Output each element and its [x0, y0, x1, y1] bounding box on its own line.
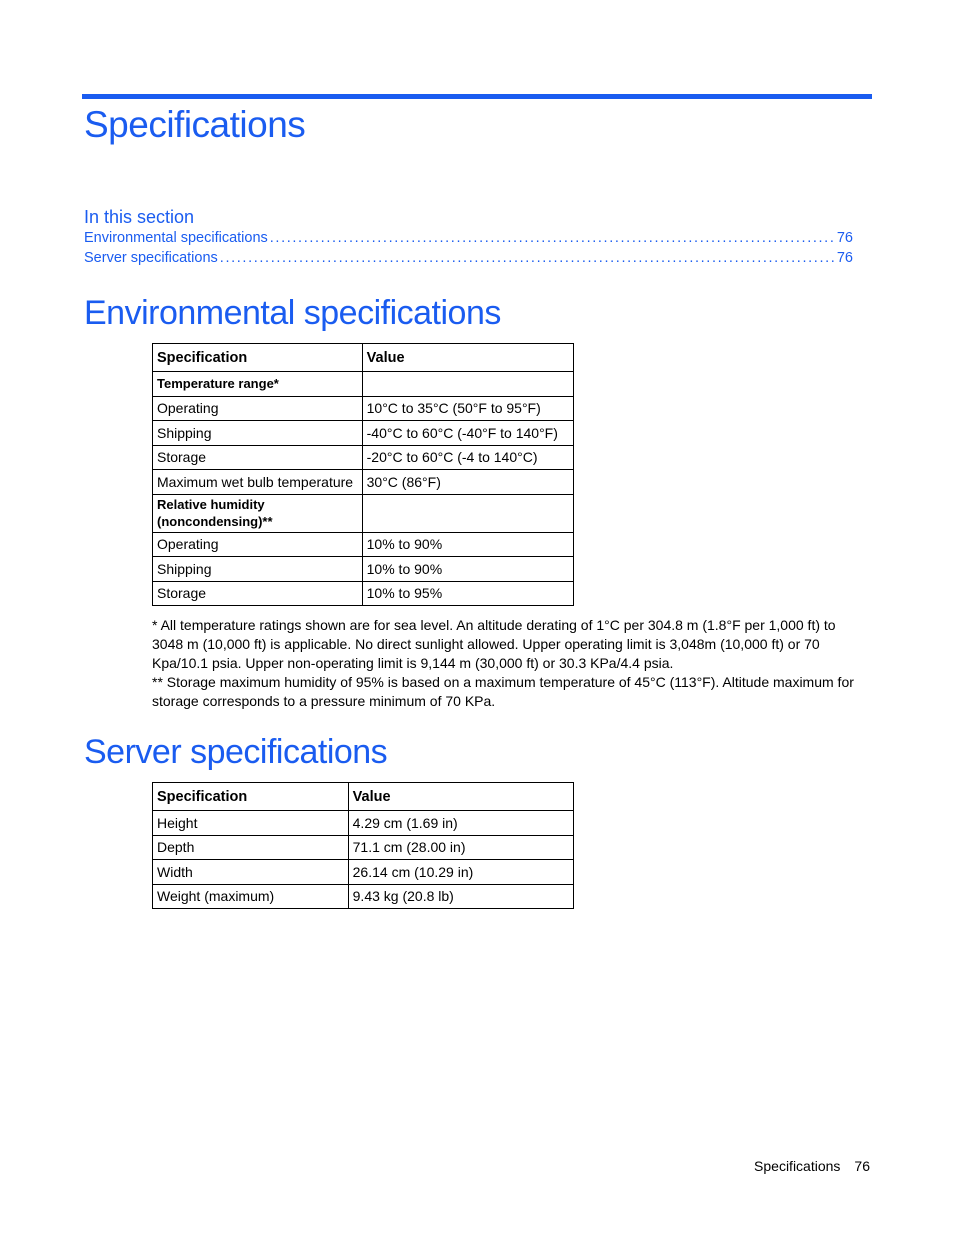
toc-heading: In this section — [84, 207, 195, 227]
spec-label: Depth — [153, 835, 349, 860]
toc-leader — [270, 230, 835, 246]
table-header-row — [153, 783, 574, 811]
spec-label: Shipping — [153, 557, 363, 582]
spec-value: 10% to 90% — [362, 557, 573, 582]
footer-section-name: Specifications — [754, 1158, 841, 1174]
table-row — [153, 811, 574, 836]
column-header-specification: Specification — [153, 783, 349, 811]
table-row — [153, 557, 574, 582]
footer-page-number: 76 — [854, 1158, 870, 1174]
table-row — [153, 421, 574, 446]
server-section-title: Server specifications — [84, 733, 388, 771]
spec-label: Maximum wet bulb temperature — [153, 470, 363, 495]
spec-value: 10% to 95% — [362, 581, 573, 606]
spec-value — [362, 494, 573, 532]
toc-link-server[interactable] — [84, 250, 853, 270]
column-header-value: Value — [348, 783, 573, 811]
spec-value: -40°C to 60°C (-40°F to 140°F) — [362, 421, 573, 446]
chapter-title: Specifications — [84, 104, 306, 145]
spec-label: Storage — [153, 581, 363, 606]
spec-label: Weight (maximum) — [153, 884, 349, 909]
table-header-row — [153, 344, 574, 372]
table-row — [153, 470, 574, 495]
spec-value: 10°C to 35°C (50°F to 95°F) — [362, 396, 573, 421]
environmental-footnotes — [152, 616, 864, 711]
spec-label: Operating — [153, 532, 363, 557]
table-row — [153, 884, 574, 909]
spec-label: Height — [153, 811, 349, 836]
table-row — [153, 445, 574, 470]
spec-label: Operating — [153, 396, 363, 421]
column-header-value: Value — [362, 344, 573, 372]
table-row — [153, 581, 574, 606]
spec-value: 4.29 cm (1.69 in) — [348, 811, 573, 836]
spec-value: 9.43 kg (20.8 lb) — [348, 884, 573, 909]
spec-value — [362, 372, 573, 397]
toc-link-label: Server specifications — [84, 250, 218, 266]
spec-label: Shipping — [153, 421, 363, 446]
table-row — [153, 396, 574, 421]
footnote-humidity: ** Storage maximum humidity of 95% is based on a maximum temperature of 45°C (113°F). Altitude maximum for storage corresponds to a pressure minimum of 70 KPa. — [152, 674, 854, 709]
toc-link-label: Environmental specifications — [84, 230, 268, 246]
environmental-spec-table — [152, 343, 574, 606]
spec-value: 71.1 cm (28.00 in) — [348, 835, 573, 860]
page-footer — [754, 1158, 870, 1174]
table-row — [153, 860, 574, 885]
table-row — [153, 372, 574, 397]
toc-page-number: 76 — [836, 250, 853, 266]
server-spec-table — [152, 782, 574, 909]
footnote-temperature: * All temperature ratings shown are for sea level. An altitude derating of 1°C per 304.8 m (1.8°F per 1,000 ft) to 3048 m (10,000 ft) is applicable. No direct sunlight allowed. Upper operating limit is 3,048m (10,000 ft) or 70 Kpa/10.1 psia. Upper non-operating limit is 9,144 m (30,000 ft) or 30.3 KPa/4.4 psia. — [152, 617, 836, 671]
spec-value: -20°C to 60°C (-4 to 140°C) — [362, 445, 573, 470]
table-row — [153, 532, 574, 557]
table-row — [153, 494, 574, 532]
toc-page-number: 76 — [836, 230, 853, 246]
spec-value: 10% to 90% — [362, 532, 573, 557]
environmental-section-title: Environmental specifications — [84, 294, 501, 332]
spec-group-label: Temperature range* — [153, 372, 363, 397]
spec-label: Storage — [153, 445, 363, 470]
toc-leader — [220, 250, 835, 266]
spec-value: 30°C (86°F) — [362, 470, 573, 495]
table-row — [153, 835, 574, 860]
spec-value: 26.14 cm (10.29 in) — [348, 860, 573, 885]
chapter-rule — [82, 94, 872, 99]
toc-link-environmental[interactable] — [84, 230, 853, 250]
column-header-specification: Specification — [153, 344, 363, 372]
spec-group-label: Relative humidity (noncondensing)** — [153, 494, 363, 532]
spec-label: Width — [153, 860, 349, 885]
